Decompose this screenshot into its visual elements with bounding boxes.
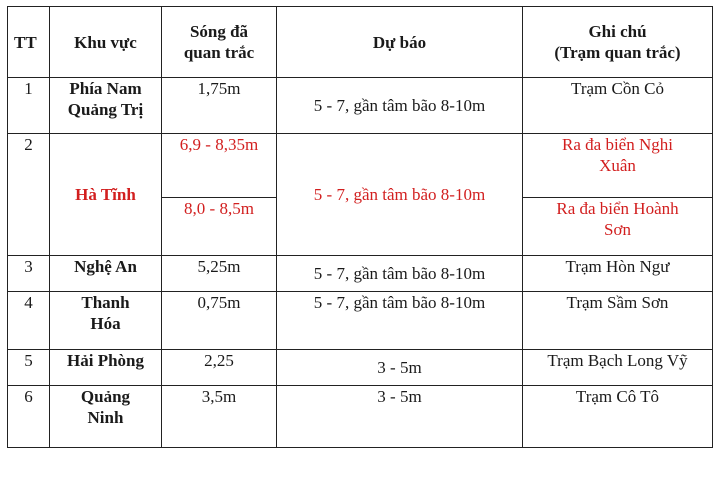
row-note: Trạm Bạch Long Vỹ bbox=[523, 350, 713, 386]
header-observed bbox=[162, 7, 277, 78]
table-row bbox=[8, 78, 713, 134]
row-note-b bbox=[523, 198, 713, 256]
row-area: Hải Phòng bbox=[50, 350, 162, 386]
row-area: Hà Tĩnh bbox=[50, 134, 162, 256]
row-note: Trạm Cô Tô bbox=[523, 386, 713, 448]
row-area-line1: Phía Nam bbox=[69, 79, 142, 98]
table-row bbox=[8, 386, 713, 448]
row-observed-a: 6,9 - 8,35m bbox=[162, 134, 277, 198]
header-note bbox=[523, 7, 713, 78]
row-area bbox=[50, 386, 162, 448]
row-area-line1: Thanh bbox=[81, 293, 130, 312]
row-number: 4 bbox=[8, 292, 50, 350]
row-note: Trạm Sầm Sơn bbox=[523, 292, 713, 350]
row-note-b-line2: Sơn bbox=[604, 220, 631, 239]
table-row bbox=[8, 350, 713, 386]
row-number: 5 bbox=[8, 350, 50, 386]
row-note-a bbox=[523, 134, 713, 198]
row-area-line2: Quảng Trị bbox=[67, 100, 144, 119]
row-note: Trạm Hòn Ngư bbox=[523, 256, 713, 292]
row-area bbox=[50, 292, 162, 350]
row-area-line2: Hóa bbox=[90, 314, 121, 333]
row-forecast: 5 - 7, gần tâm bão 8-10m bbox=[277, 292, 523, 350]
table-row bbox=[8, 292, 713, 350]
row-observed: 5,25m bbox=[162, 256, 277, 292]
row-note: Trạm Cồn Cỏ bbox=[523, 78, 713, 134]
wave-forecast-table bbox=[7, 6, 713, 448]
row-note-a-line1: Ra đa biển Nghi bbox=[562, 135, 673, 154]
table-header-row bbox=[8, 7, 713, 78]
header-tt: TT bbox=[8, 7, 50, 78]
row-observed: 1,75m bbox=[162, 78, 277, 134]
row-number: 6 bbox=[8, 386, 50, 448]
row-area: Nghệ An bbox=[50, 256, 162, 292]
row-observed-b: 8,0 - 8,5m bbox=[162, 198, 277, 256]
row-forecast: 5 - 7, gần tâm bão 8-10m bbox=[277, 78, 523, 134]
row-area bbox=[50, 78, 162, 134]
row-observed: 2,25 bbox=[162, 350, 277, 386]
row-number: 2 bbox=[8, 134, 50, 256]
row-forecast: 5 - 7, gần tâm bão 8-10m bbox=[277, 134, 523, 256]
table-row bbox=[8, 134, 713, 198]
row-number: 1 bbox=[8, 78, 50, 134]
header-observed-line2: quan trắc bbox=[183, 43, 255, 62]
row-forecast: 5 - 7, gần tâm bão 8-10m bbox=[277, 256, 523, 292]
header-observed-line1: Sóng đã bbox=[189, 22, 249, 41]
table-row bbox=[8, 256, 713, 292]
row-forecast: 3 - 5m bbox=[277, 350, 523, 386]
header-note-line1: Ghi chú bbox=[588, 22, 647, 41]
row-number: 3 bbox=[8, 256, 50, 292]
row-note-b-line1: Ra đa biển Hoành bbox=[556, 199, 679, 218]
row-note-a-line2: Xuân bbox=[599, 156, 636, 175]
header-note-line2: (Trạm quan trắc) bbox=[554, 43, 681, 62]
header-area: Khu vực bbox=[50, 7, 162, 78]
row-forecast: 3 - 5m bbox=[277, 386, 523, 448]
header-forecast: Dự báo bbox=[277, 7, 523, 78]
row-observed: 3,5m bbox=[162, 386, 277, 448]
row-area-line1: Quảng bbox=[80, 387, 131, 406]
row-observed: 0,75m bbox=[162, 292, 277, 350]
row-area-line2: Ninh bbox=[87, 408, 124, 427]
